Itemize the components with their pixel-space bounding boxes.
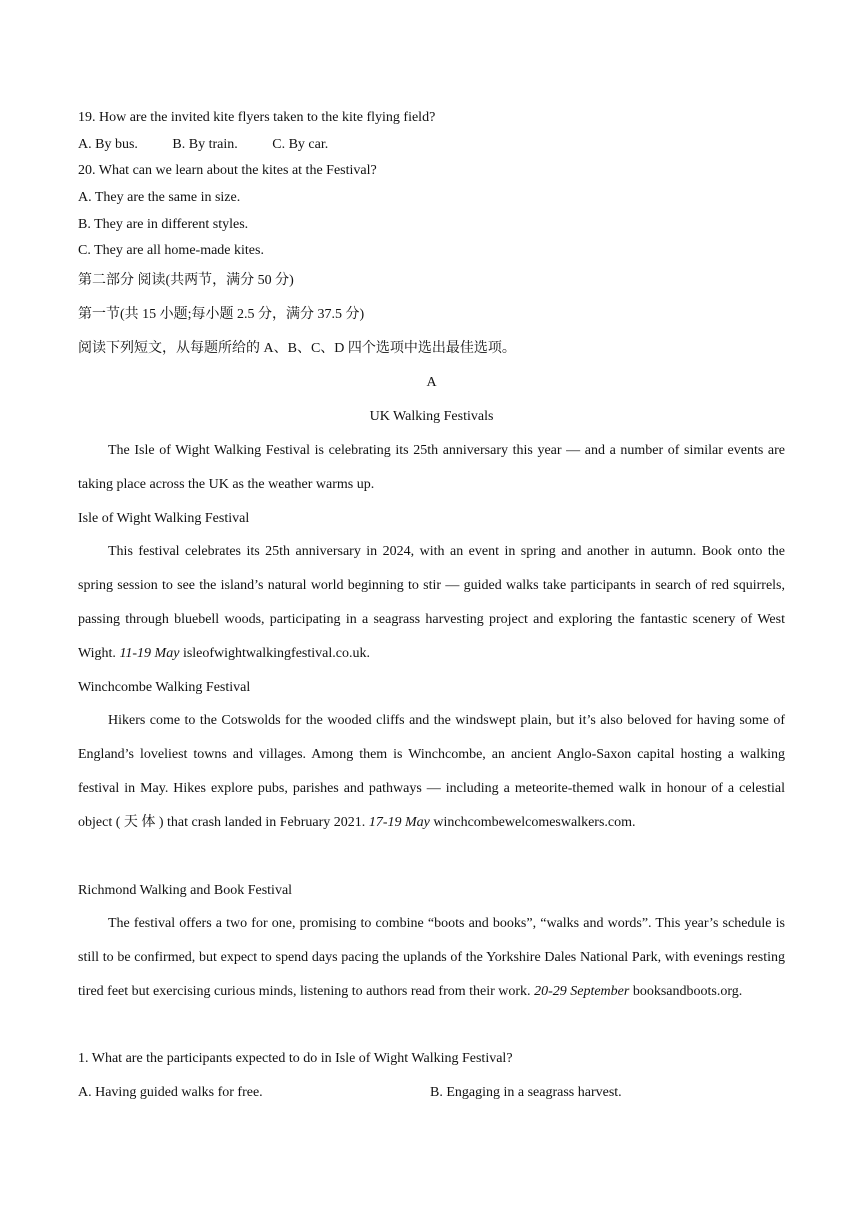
option-a: A. By bus. [78, 137, 138, 152]
question-1-option-a: A. Having guided walks for free. [78, 1085, 263, 1100]
option-b: B. By train. [172, 137, 238, 152]
question-20-option-c: C. They are all home-made kites. [78, 243, 264, 258]
event-date: 11-19 May [119, 646, 180, 661]
body-text: The festival offers a two for one, promising to combine “boots and books”, “walks and words”. This year’s schedule is still to be confirmed, but expect to spend days pacing the uplands of the Yorkshire Dales National Park, with evenings resting tired feet but exercising curious minds, listening to authors read from their work. [78, 916, 785, 999]
question-1: 1. What are the participants expected to do in Isle of Wight Walking Festival? [78, 1051, 513, 1066]
question-20-option-a: A. They are the same in size. [78, 190, 241, 205]
body-text: Hikers come to the Cotswolds for the wooded cliffs and the windswept plain, but it’s also beloved for having some of England’s loveliest towns and villages. Among them is Winchcombe, an ancient Anglo-Saxon capital hosting a walking festival in May. Hikes explore pubs, parishes and pathways — including a meteorite-themed walk in honour of a celestial object ( 天 体 ) that crash landed in February 2021. [78, 713, 785, 830]
section-body-winchcombe [78, 704, 785, 840]
website: isleofwightwalkingfestival.co.uk. [179, 646, 370, 661]
section-heading-winchcombe: Winchcombe Walking Festival [78, 680, 251, 695]
question-20-option-b: B. They are in different styles. [78, 217, 249, 232]
passage-title: UK Walking Festivals [369, 409, 494, 424]
question-20: 20. What can we learn about the kites at the Festival? [78, 163, 377, 178]
passage-letter: A [426, 375, 437, 390]
passage-intro: The Isle of Wight Walking Festival is celebrating its 25th anniversary this year — and a number of similar events are taking place across the UK as the weather warms up. [78, 443, 785, 492]
event-date: 20-29 September [534, 984, 630, 999]
question-19-options [78, 136, 328, 154]
part-heading: 第二部分 阅读(共两节，满分 50 分) [78, 273, 294, 288]
question-19: 19. How are the invited kite flyers taken to the kite flying field? [78, 110, 436, 125]
section-heading-isle-of-wight: Isle of Wight Walking Festival [78, 511, 250, 526]
section-heading-richmond: Richmond Walking and Book Festival [78, 883, 293, 898]
website: booksandboots.org. [629, 984, 743, 999]
section-body-isle-of-wight [78, 535, 785, 671]
event-date: 17-19 May [368, 815, 430, 830]
body-text: This festival celebrates its 25th anniversary in 2024, with an event in spring and another in autumn. Book onto the spring session to see the island’s natural world beginning to stir — guided walks take participants in search of red squirrels, passing through bluebell woods, participating in a seagrass harvesting project and exploring the fantastic scenery of West Wight. [78, 544, 785, 661]
instruction: 阅读下列短文，从每题所给的 A、B、C、D 四个选项中选出最佳选项。 [78, 341, 516, 356]
section-heading: 第一节(共 15 小题;每小题 2.5 分，满分 37.5 分) [78, 307, 365, 322]
question-1-option-b: B. Engaging in a seagrass harvest. [430, 1085, 622, 1100]
section-body-richmond [78, 907, 785, 1009]
website: winchcombewelcomeswalkers.com. [429, 815, 636, 830]
option-c: C. By car. [272, 137, 329, 152]
